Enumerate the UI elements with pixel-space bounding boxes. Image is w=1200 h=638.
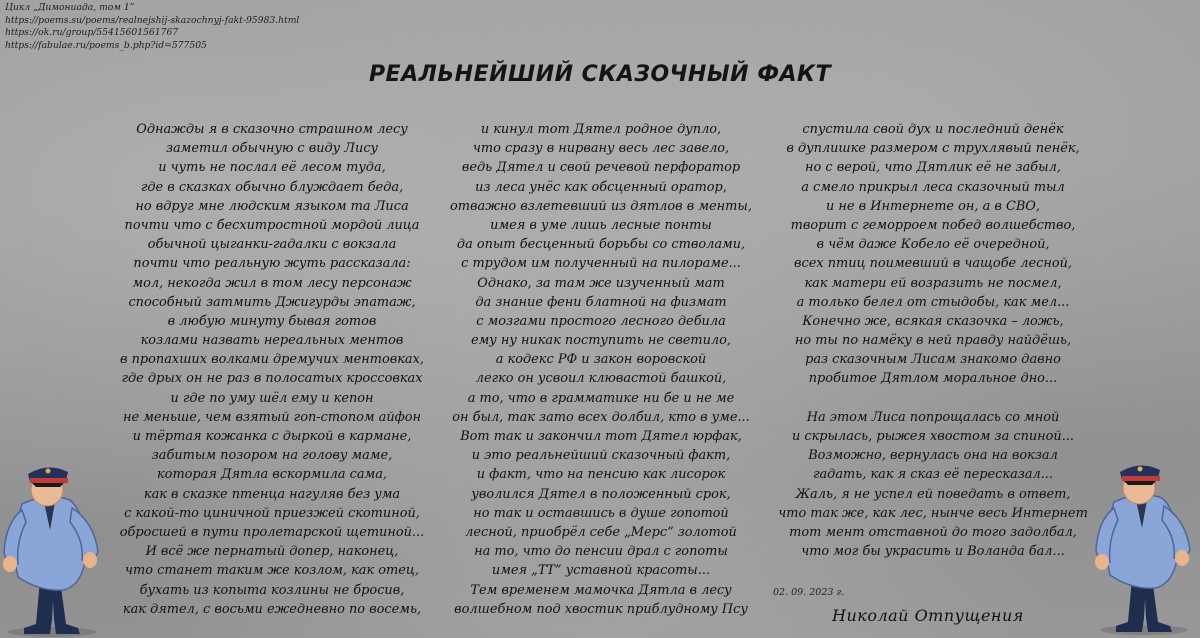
poem-line: и тёртая кожанка с дыркой в кармане, bbox=[132, 429, 412, 444]
poem-column-2 bbox=[441, 120, 761, 619]
poem-line: и это реальнейший сказочный факт, bbox=[471, 448, 731, 464]
poem-line: всех птиц поимевший в чащобе лесной, bbox=[793, 256, 1072, 272]
poem-line: почти что с бесхитростной мордой лица bbox=[124, 217, 420, 233]
poem-line: как в сказке птенца нагуляв без ума bbox=[143, 486, 401, 502]
poem-line: в пропахших волками дремучих ментовках, bbox=[120, 352, 424, 368]
poem-line: в чём даже Кобело её очередной, bbox=[816, 237, 1050, 253]
poem-line: Возможно, вернулась она на вокзал bbox=[808, 448, 1058, 464]
poem-line: спустила свой дух и последний денёк bbox=[802, 122, 1064, 137]
poem-line: обросшей в пути пролетарской щетиной... bbox=[119, 524, 425, 540]
source-link[interactable]: https://fabulae.ru/poems_b.php?id=577505 bbox=[5, 39, 207, 51]
poem-line: На этом Лиса попрощалась со мной bbox=[806, 409, 1060, 425]
poem-line: Вот так и закончил тот Дятел юрфак, bbox=[460, 429, 742, 444]
poem-line: как матери ей возразить не посмел, bbox=[804, 275, 1062, 291]
poem-line: что мог бы украсить и Воланда бал... bbox=[801, 544, 1065, 560]
source-link[interactable]: https://poems.su/poems/realnejshij-skazochnyj-fakt-95983.html bbox=[5, 14, 300, 26]
poem-line: гадать, как я сказ её пересказал... bbox=[812, 467, 1054, 483]
poem-line: с какой-то циничной приезжей скотиной, bbox=[124, 505, 420, 521]
poem-line: которая Дятла вскормила сама, bbox=[156, 467, 388, 483]
police-officer-illustration-left bbox=[0, 452, 105, 637]
source-link[interactable]: https://ok.ru/group/55415601561767 bbox=[5, 27, 179, 39]
poem-column-3 bbox=[768, 120, 1098, 561]
poem-date: 02. 09. 2023 г. bbox=[773, 587, 845, 598]
poem-line: а то, что в грамматике ни бе и не ме bbox=[467, 390, 735, 406]
poem-line: Тем временем мамочка Дятла в лесу bbox=[470, 582, 732, 598]
poem-line: раз сказочным Лисам знакомо давно bbox=[805, 352, 1061, 368]
poem-line: Однако, за там же изученный мат bbox=[477, 275, 725, 291]
poem-line: козлами назвать нереальных ментов bbox=[140, 333, 404, 349]
poem-line: способный затмить Джигурды эпатаж, bbox=[128, 294, 416, 310]
poem-line: в любую минуту бывая готов bbox=[167, 313, 377, 329]
poem-line: забитым позором на голову маме, bbox=[151, 448, 393, 464]
poem-line: он был, так зато всех долбил, кто в уме... bbox=[452, 409, 750, 425]
poem-line: почти что реальную жуть рассказала: bbox=[133, 256, 411, 272]
poem-line: имея в уме лишь лесные понты bbox=[490, 217, 712, 233]
poem-line: легко он усвоил клювастой башкой, bbox=[475, 371, 727, 387]
poem-line: И всё же пернатый допер, наконец, bbox=[145, 544, 399, 560]
poem-line: с трудом им полученный на пилораме... bbox=[461, 256, 741, 272]
poem-line: тот мент отставной до того задолбал, bbox=[789, 524, 1077, 540]
poem-line: Конечно же, всякая сказочка – ложь, bbox=[802, 313, 1064, 329]
poem-line: пробитое Дятлом моральное дно... bbox=[808, 371, 1058, 387]
poem-line: ему ну никак поступить не светило, bbox=[470, 333, 732, 349]
poem-line: с мозгами простого лесного дебила bbox=[476, 313, 726, 329]
poem-line: на то, что до пенсии драл с гопоты bbox=[474, 544, 728, 560]
poem-line: лесной, приобрёл себе „Мерс” золотой bbox=[465, 524, 737, 540]
poem-line: как дятел, с восьми ежедневно по восемь, bbox=[122, 601, 422, 617]
source-info bbox=[5, 2, 299, 52]
poem-line: в дуплишке размером с трухлявый пенёк, bbox=[786, 141, 1080, 157]
poem-line: и кинул тот Дятел родное дупло, bbox=[480, 122, 722, 137]
poem-title: РЕАЛЬНЕЙШИЙ СКАЗОЧНЫЙ ФАКТ bbox=[368, 62, 832, 87]
author-signature: Николай Отпущения bbox=[832, 606, 1024, 625]
poem-line: отважно взлетевший из дятлов в менты, bbox=[450, 198, 752, 214]
poem-line: где дрых он не раз в полосатых кроссовках bbox=[121, 371, 423, 387]
poem-line bbox=[768, 389, 1098, 408]
poem-line: но с верой, что Дятлик её не забыл, bbox=[805, 160, 1061, 176]
poem-line: уволился Дятел в положенный срок, bbox=[471, 486, 731, 502]
poem-line: творит с геморроем побед волшебство, bbox=[790, 217, 1076, 233]
poem-line: а только белел от стыдобы, как мел... bbox=[796, 294, 1070, 310]
poem-line: Жаль, я не успел ей поведать в ответ, bbox=[795, 486, 1071, 502]
poem-line: заметил обычную с виду Лису bbox=[165, 141, 379, 157]
poem-line: и где по уму шёл ему и кепон bbox=[170, 390, 374, 406]
poem-line: мол, некогда жил в том лесу персонаж bbox=[132, 275, 412, 291]
police-officer-illustration-right bbox=[1092, 450, 1197, 635]
poem-line: и не в Интернете он, а в СВО, bbox=[826, 198, 1040, 214]
poem-line: обычной цыганки-гадалки с вокзала bbox=[147, 237, 397, 253]
poem-line: а кодекс РФ и закон воровской bbox=[495, 352, 707, 368]
poem-line: а смело прикрыл леса сказочный тыл bbox=[801, 179, 1065, 195]
poem-line: да знание фени блатной на физмат bbox=[475, 294, 727, 310]
poem-line: Однажды я в сказочно страшном лесу bbox=[136, 122, 408, 137]
poem-line: где в сказках обычно блуждает беда, bbox=[140, 179, 404, 195]
cycle-name: Цикл „Димониада, том 1” bbox=[5, 2, 135, 13]
poem-line: но ты по намёку в ней правду найдёшь, bbox=[794, 333, 1072, 349]
poem-line: и факт, что на пенсию как лисорок bbox=[476, 467, 726, 483]
poem-line: что станет таким же козлом, как отец, bbox=[125, 563, 419, 579]
poem-column-1 bbox=[98, 120, 446, 619]
poem-line: имея „ТТ” уставной красоты... bbox=[491, 563, 711, 579]
poem-line: ведь Дятел и свой речевой перфоратор bbox=[461, 160, 741, 176]
poem-line: не меньше, чем взятый гоп-стопом айфон bbox=[122, 409, 421, 425]
poem-line: волшебном под хвостик приблудному Псу bbox=[454, 601, 748, 617]
poem-line: но так и оставшись в душе гопотой bbox=[473, 505, 729, 521]
poem-line: что так же, как лес, нынче весь Интернет bbox=[778, 505, 1088, 521]
poem-line: да опыт бесценный борьбы со стволами, bbox=[456, 237, 746, 253]
poem-line: и чуть не послал её лесом туда, bbox=[158, 160, 386, 176]
poem-line: но вдруг мне людским языком та Лиса bbox=[135, 198, 409, 214]
poem-line: бухать из копыта козлины не бросив, bbox=[139, 582, 405, 598]
poem-line: из леса унёс как обсценный оратор, bbox=[475, 179, 727, 195]
poem-line: что сразу в нирвану весь лес завело, bbox=[472, 141, 730, 157]
poem-line: и скрылась, рыжея хвостом за спиной... bbox=[791, 429, 1075, 444]
